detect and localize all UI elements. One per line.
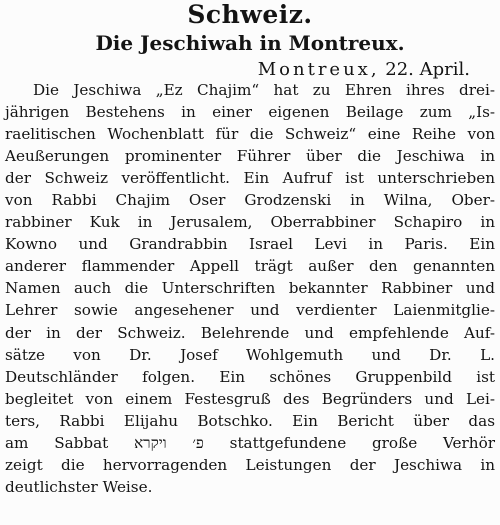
body-line: der in der Schweiz. Belehrende und empfehlende Auf- — [5, 323, 495, 342]
body-line: deutlichster Weise. — [5, 477, 153, 496]
body-line: von Rabbi Chajim Oser Grodzenski in Wilna, Ober- — [5, 191, 495, 210]
body-line: Deutschländer folgen. Ein schönes Gruppenbild ist — [5, 367, 495, 386]
body-line: Die Jeschiwa „Ez Chajim“ hat zu Ehren ihres drei- — [33, 81, 495, 99]
body-line: sätze von Dr. Josef Wohlgemuth und Dr. L. — [5, 345, 495, 364]
article-body — [5, 79, 495, 498]
dateline-date: 22. April. — [385, 59, 470, 80]
section-title: Schweiz. — [187, 0, 313, 29]
body-line: anderer flammender Appell trägt außer den genannten — [5, 257, 495, 276]
body-line: rabbiner Kuk in Jerusalem, Oberrabbiner Schapiro in — [5, 213, 495, 232]
article-title: Die Jeschiwah in Montreux. — [95, 31, 405, 55]
body-line: der Schweiz veröffentlicht. Ein Aufruf ist unterschrieben — [5, 169, 495, 188]
body-line: Aeußerungen prominenter Führer über die Jeschiwa in — [5, 147, 495, 166]
body-line: Namen auch die Unterschriften bekannter Rabbiner und — [5, 279, 495, 298]
body-line: Lehrer sowie angesehener und verdienter Laienmitglie- — [5, 301, 495, 320]
body-line: jährigen Bestehens in einer eigenen Beilage zum „Is- — [5, 103, 495, 122]
body-line: raelitischen Wochenblatt für die Schweiz“ eine Reihe von — [5, 125, 495, 144]
body-line: begleitet von einem Festesgruß des Begründers und Lei- — [5, 389, 495, 408]
body-line: Kowno und Grandrabbin Israel Levi in Paris. Ein — [5, 235, 495, 254]
body-line: zeigt die hervorragenden Leistungen der Jeschiwa in — [5, 455, 495, 474]
body-line: am Sabbat פ׳ ויקרא stattgefundene große Verhör — [5, 433, 495, 452]
body-line: ters, Rabbi Elijahu Botschko. Ein Bericht über das — [5, 411, 495, 430]
dateline-place: Montreux, — [257, 59, 380, 80]
